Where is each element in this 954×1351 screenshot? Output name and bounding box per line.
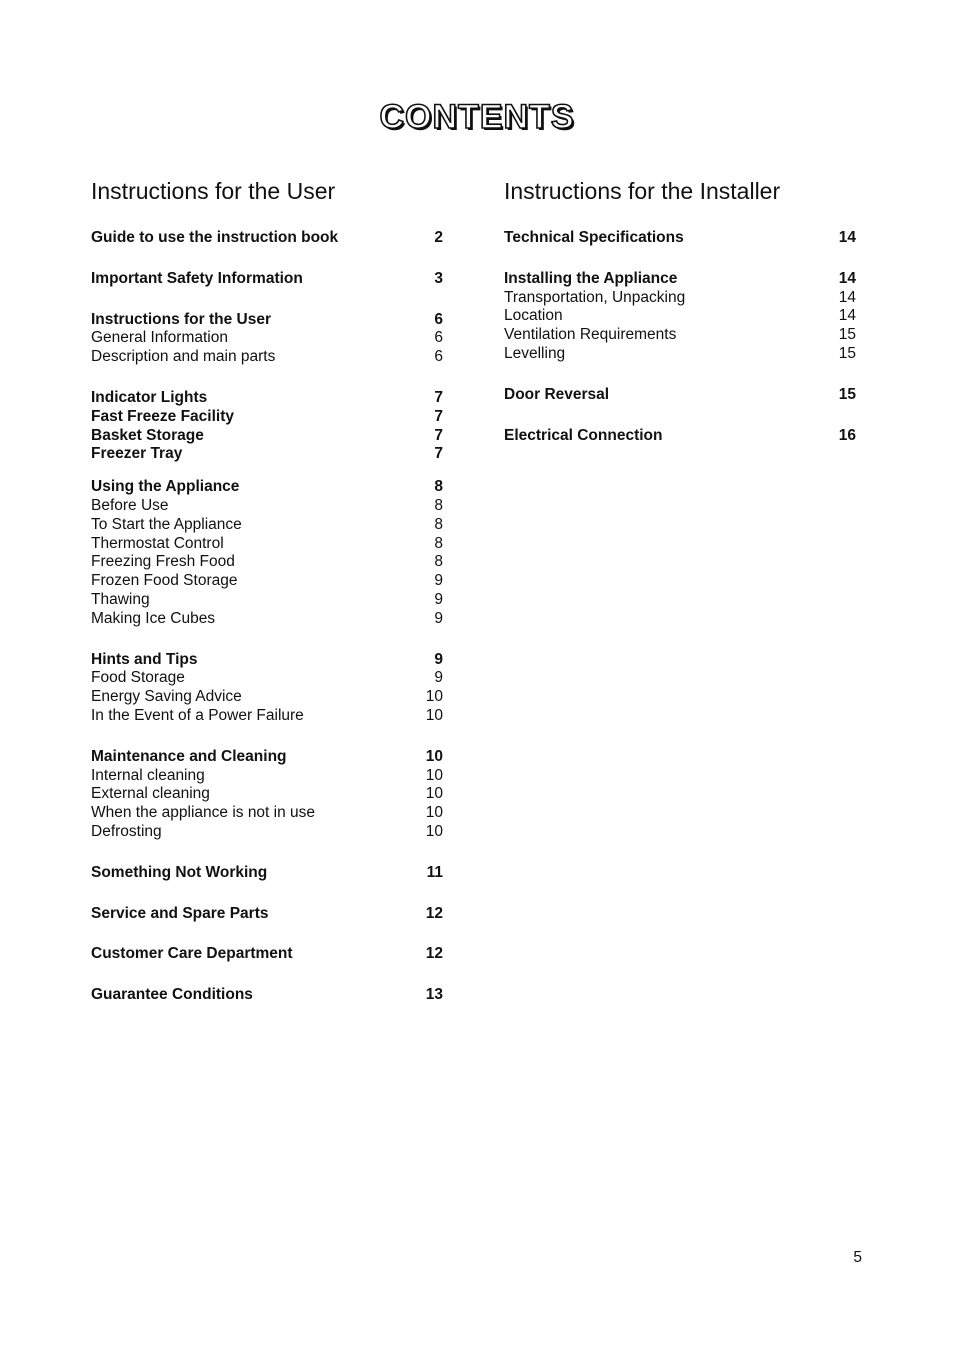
toc-entry-heading <box>504 229 856 248</box>
toc-entry-heading <box>504 386 856 405</box>
toc-entry <box>91 610 443 629</box>
toc-entry-page-number: 7 <box>434 407 443 425</box>
user-toc-groups <box>91 229 443 1005</box>
toc-entry-label: Before Use <box>91 496 169 514</box>
toc-entry-label: Levelling <box>504 344 566 362</box>
user-contents-column <box>91 176 443 1027</box>
toc-entry-label: Electrical Connection <box>504 426 663 444</box>
toc-entry-label: Energy Saving Advice <box>91 688 242 706</box>
toc-entry-page-number: 8 <box>434 515 443 533</box>
toc-entry <box>91 688 443 707</box>
toc-group <box>504 229 856 248</box>
toc-group <box>91 229 443 248</box>
toc-entry-heading <box>91 478 443 497</box>
toc-entry <box>504 326 856 345</box>
toc-entry-label: General Information <box>91 329 228 347</box>
toc-entry <box>91 348 443 367</box>
toc-entry <box>91 591 443 610</box>
toc-entry-label: Maintenance and Cleaning <box>91 747 287 765</box>
toc-entry-label: Important Safety Information <box>91 269 303 287</box>
toc-entry-page-number: 6 <box>434 310 443 328</box>
toc-entry-label: Ventilation Requirements <box>504 326 677 344</box>
toc-entry-label: Frozen Food Storage <box>91 572 238 590</box>
toc-entry-heading <box>91 905 443 924</box>
toc-entry-heading <box>91 389 443 408</box>
toc-entry-label: Service and Spare Parts <box>91 904 269 922</box>
toc-group <box>91 986 443 1005</box>
installer-toc-groups <box>504 229 856 445</box>
toc-entry-heading <box>91 986 443 1005</box>
toc-entry-label: Description and main parts <box>91 348 276 366</box>
toc-group <box>91 651 443 726</box>
toc-entry <box>504 345 856 364</box>
toc-entry-heading <box>91 945 443 964</box>
toc-entry-label: Transportation, Unpacking <box>504 288 686 306</box>
toc-entry-heading <box>91 270 443 289</box>
toc-entry-heading <box>91 864 443 883</box>
toc-entry-label: Thermostat Control <box>91 534 224 552</box>
toc-group <box>91 389 443 464</box>
toc-entry-label: Location <box>504 307 563 325</box>
toc-entry-page-number: 14 <box>838 288 856 306</box>
toc-entry <box>91 785 443 804</box>
toc-entry-page-number: 8 <box>434 534 443 552</box>
toc-entry <box>91 669 443 688</box>
toc-entry-page-number: 12 <box>425 945 443 963</box>
toc-entry-page-number: 9 <box>434 572 443 590</box>
toc-entry-label: Hints and Tips <box>91 650 198 668</box>
toc-entry-page-number: 10 <box>425 706 443 724</box>
toc-entry <box>91 516 443 535</box>
toc-entry-label: To Start the Appliance <box>91 515 242 533</box>
toc-group <box>504 427 856 446</box>
user-section-heading: Instructions for the User <box>91 178 336 204</box>
toc-group <box>91 270 443 289</box>
toc-entry-page-number: 9 <box>434 669 443 687</box>
toc-entry-page-number: 3 <box>434 269 443 287</box>
toc-entry <box>91 329 443 348</box>
page-number: 5 <box>853 1249 862 1266</box>
toc-entry-page-number: 11 <box>426 863 443 881</box>
toc-entry-page-number: 15 <box>838 326 856 344</box>
toc-entry-page-number: 7 <box>434 388 443 406</box>
toc-entry-page-number: 10 <box>425 766 443 784</box>
toc-entry-label: Guarantee Conditions <box>91 986 253 1004</box>
toc-entry-page-number: 10 <box>425 785 443 803</box>
toc-entry-heading <box>504 270 856 289</box>
toc-entry-heading <box>91 427 443 446</box>
toc-entry-label: Food Storage <box>91 669 185 687</box>
toc-entry-page-number: 6 <box>434 348 443 366</box>
toc-entry-label: When the appliance is not in use <box>91 804 316 822</box>
toc-entry-heading <box>91 748 443 767</box>
toc-entry-heading <box>91 311 443 330</box>
toc-entry-heading <box>91 229 443 248</box>
page-title: CONTENTS <box>379 98 575 136</box>
toc-entry-page-number: 7 <box>434 445 443 463</box>
toc-group <box>91 311 443 367</box>
toc-entry-label: Internal cleaning <box>91 766 205 784</box>
toc-entry-label: Door Reversal <box>504 385 610 403</box>
toc-group <box>91 748 443 842</box>
toc-entry-label: Instructions for the User <box>91 310 271 328</box>
toc-group <box>91 864 443 883</box>
toc-entry-label: Using the Appliance <box>91 478 240 496</box>
toc-entry <box>91 823 443 842</box>
toc-group <box>504 270 856 364</box>
toc-entry-label: Thawing <box>91 590 150 608</box>
toc-entry-label: Guide to use the instruction book <box>91 229 339 246</box>
toc-entry-page-number: 8 <box>434 496 443 514</box>
toc-entry-label: Defrosting <box>91 822 162 840</box>
toc-entry-page-number: 8 <box>434 478 443 496</box>
toc-entry-label: Customer Care Department <box>91 945 293 963</box>
toc-entry <box>91 535 443 554</box>
toc-group <box>504 386 856 405</box>
toc-entry <box>91 804 443 823</box>
toc-entry-page-number: 10 <box>425 747 443 765</box>
toc-entry-label: Technical Specifications <box>504 229 684 246</box>
toc-entry-label: Something Not Working <box>91 863 268 881</box>
toc-entry-heading <box>91 445 443 464</box>
toc-entry-page-number: 2 <box>434 229 443 246</box>
toc-entry-page-number: 10 <box>425 804 443 822</box>
toc-entry <box>504 289 856 308</box>
toc-entry-page-number: 14 <box>838 229 856 246</box>
toc-entry <box>91 767 443 786</box>
toc-entry-label: Making Ice Cubes <box>91 609 216 627</box>
toc-group <box>91 905 443 924</box>
toc-entry-label: Freezing Fresh Food <box>91 553 235 571</box>
toc-entry-heading <box>91 408 443 427</box>
toc-entry-page-number: 7 <box>434 426 443 444</box>
installer-section-heading: Instructions for the Installer <box>504 178 781 204</box>
toc-entry-label: Indicator Lights <box>91 388 208 406</box>
toc-entry-page-number: 12 <box>425 904 443 922</box>
toc-entry-page-number: 15 <box>838 385 856 403</box>
toc-entry-page-number: 9 <box>434 650 443 668</box>
toc-entry-label: Freezer Tray <box>91 445 183 463</box>
toc-entry-label: External cleaning <box>91 785 210 803</box>
toc-entry-label: Basket Storage <box>91 426 204 444</box>
toc-entry-heading <box>504 427 856 446</box>
toc-entry-page-number: 9 <box>434 609 443 627</box>
toc-entry <box>91 553 443 572</box>
toc-group <box>91 478 443 628</box>
toc-entry <box>91 497 443 516</box>
toc-entry-page-number: 6 <box>434 329 443 347</box>
toc-entry-page-number: 10 <box>425 688 443 706</box>
toc-entry-page-number: 9 <box>434 590 443 608</box>
toc-entry <box>504 307 856 326</box>
toc-entry-label: Fast Freeze Facility <box>91 407 235 425</box>
toc-entry-page-number: 14 <box>838 269 856 287</box>
toc-entry-page-number: 16 <box>838 426 856 444</box>
toc-entry-page-number: 13 <box>425 986 443 1004</box>
toc-entry-page-number: 15 <box>838 344 856 362</box>
toc-entry-label: Installing the Appliance <box>504 269 678 287</box>
toc-entry-page-number: 10 <box>425 822 443 840</box>
toc-entry <box>91 572 443 591</box>
toc-entry <box>91 707 443 726</box>
toc-entry-page-number: 14 <box>838 307 856 325</box>
toc-entry-heading <box>91 651 443 670</box>
toc-group <box>91 945 443 964</box>
toc-entry-page-number: 8 <box>434 553 443 571</box>
installer-contents-column <box>504 176 856 467</box>
toc-entry-label: In the Event of a Power Failure <box>91 706 304 724</box>
